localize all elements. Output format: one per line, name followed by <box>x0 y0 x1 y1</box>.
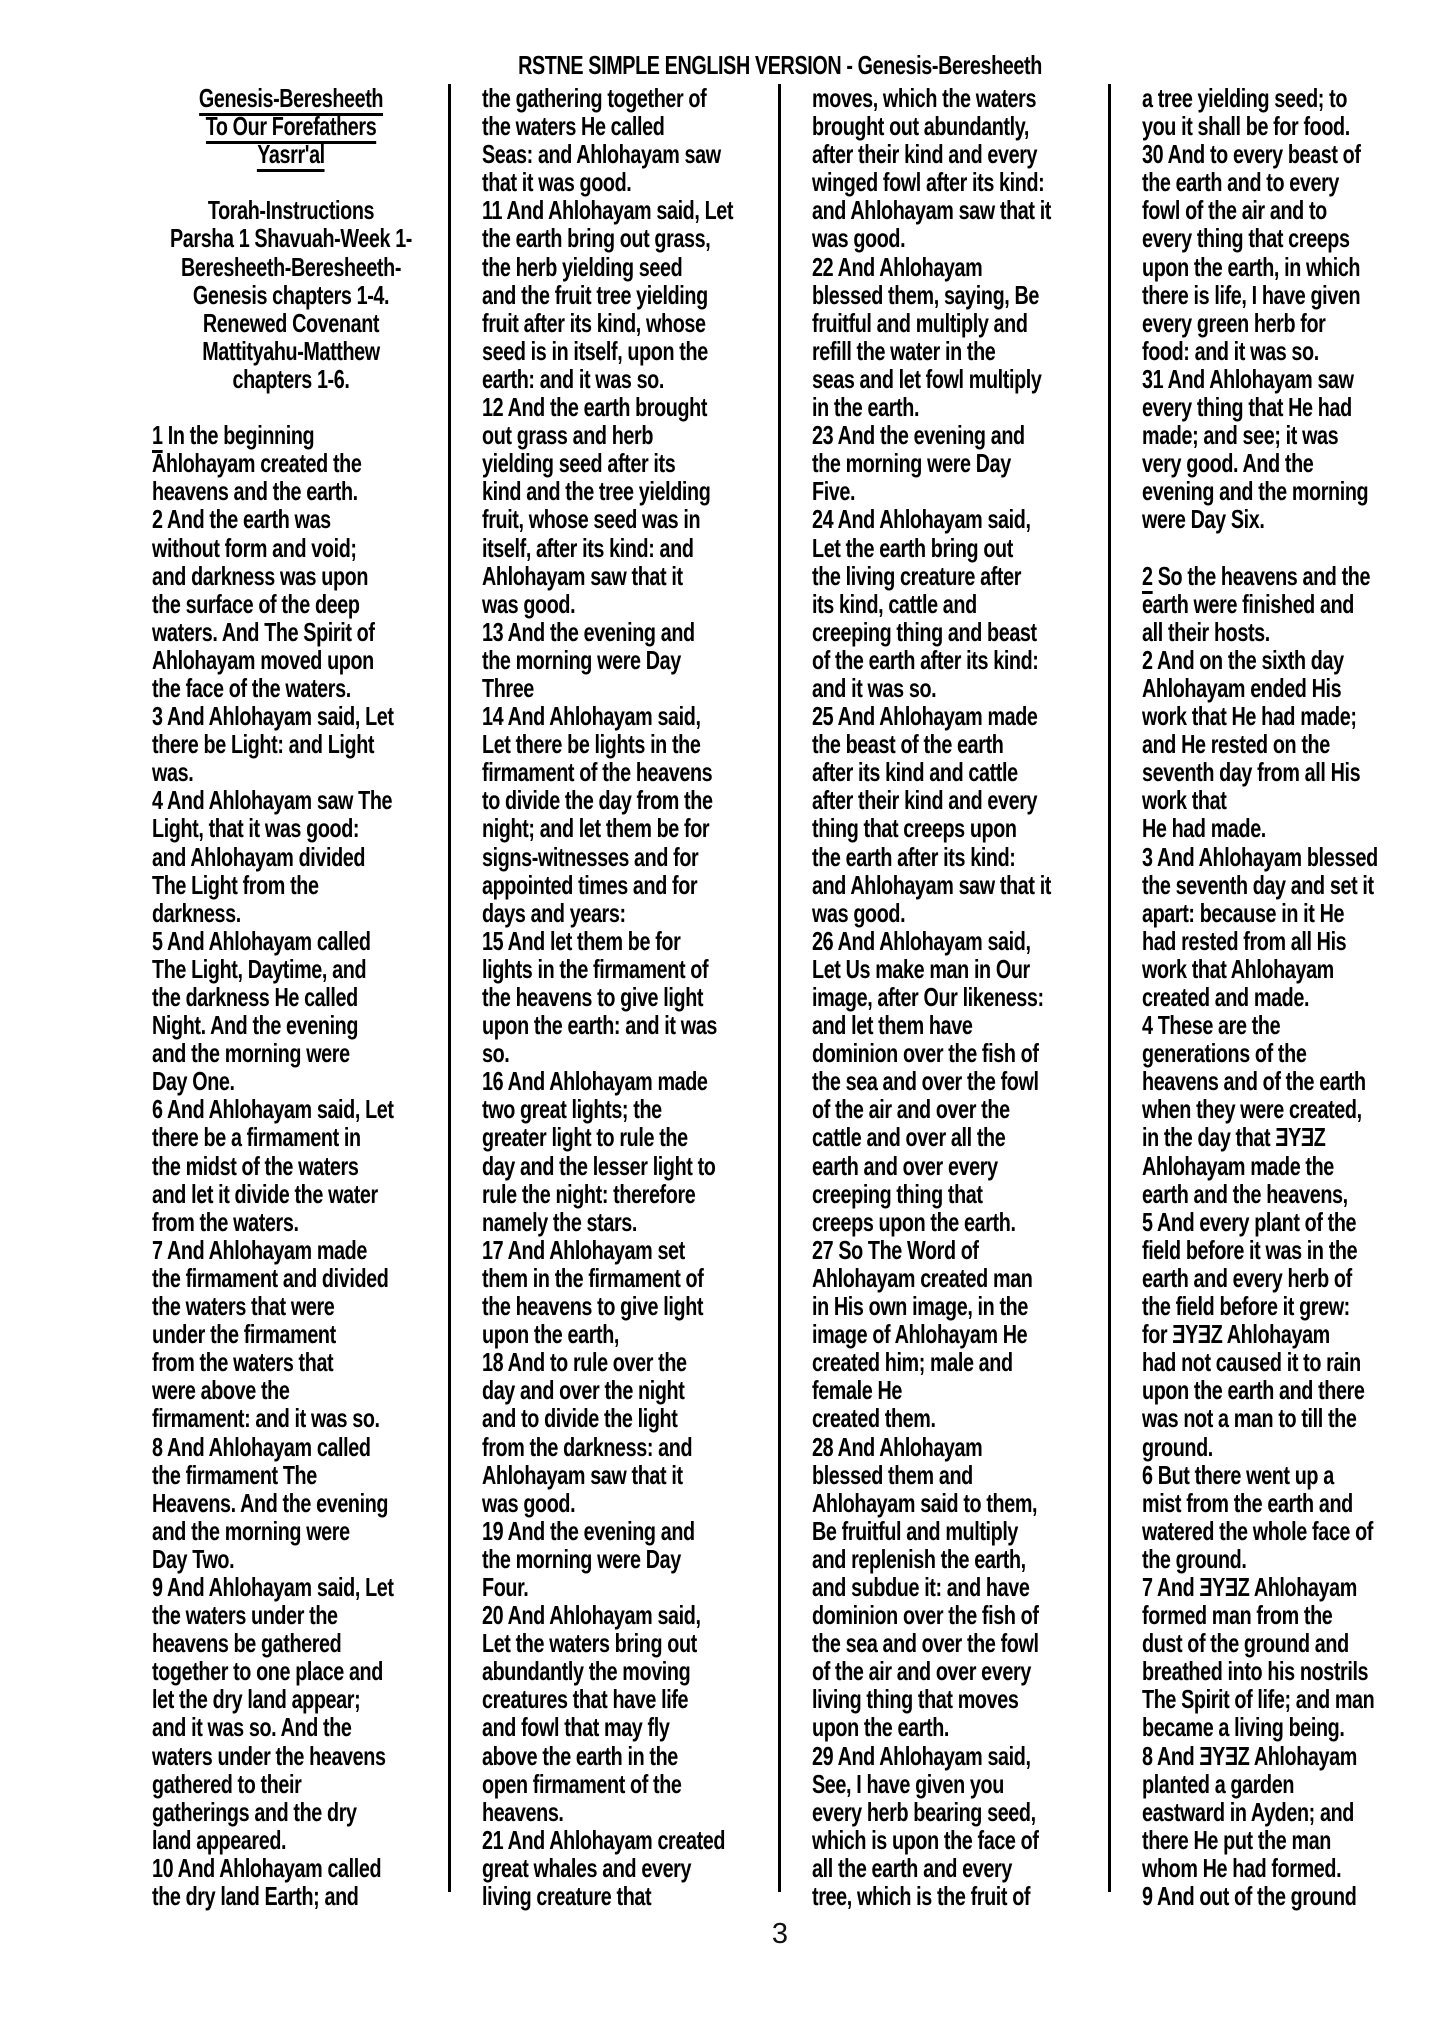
text-line: 6 But there went up a <box>1142 1459 1334 1490</box>
text-line: and the fruit tree yielding <box>482 279 708 310</box>
text-line: a tree yielding seed; to <box>1142 83 1348 113</box>
text-line: the herb yielding seed <box>482 251 683 282</box>
text-line: the waters under the <box>152 1600 338 1631</box>
text-line: and let it divide the water <box>152 1178 378 1209</box>
text-line: cattle and over all the <box>812 1122 1006 1153</box>
text-line: work that He had made; <box>1142 701 1357 732</box>
text-line: Ahlohayam ended His <box>1142 672 1342 703</box>
text-line: creeping thing and beast <box>812 616 1037 647</box>
text-line: the morning were Day <box>482 644 681 675</box>
text-line: moves, which the waters <box>812 83 1037 113</box>
text-line: chapters 1-6. <box>232 363 350 394</box>
text-line: Five. <box>812 476 856 507</box>
text-line: which is upon the face of <box>812 1824 1039 1855</box>
text-line: the waters that were <box>152 1291 335 1322</box>
text-line: very good. And the <box>1142 448 1314 479</box>
text-line: the surface of the deep <box>152 588 360 619</box>
text-line: yielding seed after its <box>482 448 676 479</box>
text-line: image of Ahlohayam He <box>812 1319 1028 1350</box>
text-line: 10 And Ahlohayam called <box>152 1852 382 1883</box>
text-line: seed is in itself, upon the <box>482 335 708 366</box>
text-line: two great lights; the <box>482 1094 662 1125</box>
text-line: Ahlohayam made the <box>1142 1150 1334 1181</box>
text-line: was good. <box>482 588 576 619</box>
text-line: 25 And Ahlohayam made <box>812 701 1038 732</box>
text-line: was. <box>152 757 194 788</box>
text-line: fowl of the air and to <box>1142 195 1327 226</box>
text-line: was good. <box>812 223 906 254</box>
text-line: rule the night: therefore <box>482 1178 696 1209</box>
text-line: The Light from the <box>152 869 319 900</box>
text-line: had rested from all His <box>1142 925 1347 956</box>
text-line: and let them have <box>812 1010 973 1041</box>
text-line: and it was so. <box>812 672 937 703</box>
text-line: Torah-Instructions <box>207 195 375 226</box>
text-line: and Ahlohayam saw that it <box>812 195 1052 226</box>
text-line: in His own image, in the <box>812 1291 1028 1322</box>
text-line: and replenish the earth, <box>812 1543 1026 1574</box>
text-line: Let the waters bring out <box>482 1628 697 1659</box>
text-line: from the darkness: and <box>482 1431 693 1462</box>
text-line: and Ahlohayam saw that it <box>812 869 1052 900</box>
text-line: and Ahlohayam divided <box>152 841 366 872</box>
text-line: and the morning were <box>152 1515 350 1546</box>
text-line: made; and see; it was <box>1142 420 1339 451</box>
text-line: the morning were Day <box>812 448 1011 479</box>
text-line: firmament of the heavens <box>482 757 713 788</box>
text-line: thing that creeps upon <box>812 813 1017 844</box>
text-line: every thing that creeps <box>1142 223 1350 254</box>
text-line: of the earth after its kind: <box>812 644 1039 675</box>
text-line: 8 And ƎYƎZ Ahlohayam <box>1142 1740 1357 1771</box>
text-line: living thing that moves <box>812 1684 1019 1715</box>
text-line: fruit, whose seed was in <box>482 504 701 535</box>
text-line: waters under the heavens <box>152 1740 386 1771</box>
text-line: Beresheeth-Beresheeth- <box>180 251 402 282</box>
text-line: upon the earth: and it was <box>482 1010 717 1041</box>
text-line: namely the stars. <box>482 1206 637 1237</box>
text-line: Heavens. And the evening <box>152 1487 389 1518</box>
text-line: after their kind and every <box>812 139 1038 170</box>
text-line: were Day Six. <box>1142 504 1265 535</box>
text-line: day and the lesser light to <box>482 1150 716 1181</box>
text-line: formed man from the <box>1142 1600 1333 1631</box>
text-line: 5 And every plant of the <box>1142 1206 1357 1237</box>
text-line: became a living being. <box>1142 1712 1345 1743</box>
text-line: See, I have given you <box>812 1768 1004 1799</box>
text-line: after their kind and every <box>812 785 1038 816</box>
text-line: The Light, Daytime, and <box>152 953 367 984</box>
text-line: fruitful and multiply and <box>812 307 1028 338</box>
text-line: 29 And Ahlohayam said, <box>812 1740 1031 1771</box>
text-line: food: and it was so. <box>1142 335 1319 366</box>
text-line <box>152 84 430 112</box>
text-line: Four. <box>482 1571 529 1602</box>
text-line: of the air and over every <box>812 1656 1031 1687</box>
text-line: Parsha 1 Shavuah-Week 1- <box>169 223 413 254</box>
text-line: ground. <box>1142 1431 1213 1462</box>
text-line: seventh day from all His <box>1142 757 1361 788</box>
text-line: its kind, cattle and <box>812 588 977 619</box>
underlined-heading-text: Genesis-Beresheeth <box>199 83 383 116</box>
text-line: 2 So the heavens and the <box>1142 562 1420 590</box>
text-line: heavens. <box>482 1796 564 1827</box>
text-line: 28 And Ahlohayam <box>812 1431 983 1462</box>
text-line: 23 And the evening and <box>812 420 1025 451</box>
text-line: there be a firmament in <box>152 1122 361 1153</box>
text-line: lights in the firmament of <box>482 953 709 984</box>
text-line: there be Light: and Light <box>152 729 375 760</box>
text-line: 3 And Ahlohayam blessed <box>1142 841 1378 872</box>
text-line: 4 And Ahlohayam saw The <box>152 785 393 816</box>
text-line: dominion over the fish of <box>812 1038 1039 1069</box>
text-line: the morning were Day <box>482 1543 681 1574</box>
text-line: 21 And Ahlohayam created <box>482 1824 726 1855</box>
text-line: work that <box>1142 785 1227 816</box>
text-line: signs-witnesses and for <box>482 841 699 872</box>
text-line: image, after Our likeness: <box>812 982 1044 1012</box>
text-line <box>1142 534 1420 562</box>
text-line: creatures that have life <box>482 1684 689 1715</box>
text-line: the ground. <box>1142 1543 1247 1574</box>
text-line: every herb bearing seed, <box>812 1796 1036 1827</box>
text-line: Ahlohayam said to them, <box>812 1487 1038 1518</box>
text-line: the gathering together of <box>482 83 707 113</box>
text-line: earth and over every <box>812 1150 998 1181</box>
text-line: the living creature after <box>812 560 1022 591</box>
text-line: so. <box>482 1038 510 1069</box>
text-line: creeping thing that <box>812 1178 983 1209</box>
text-line: dust of the ground and <box>1142 1628 1349 1659</box>
text-line: Night. And the evening <box>152 1010 359 1041</box>
text-line: and to divide the light <box>482 1403 678 1434</box>
text-line: of the air and over the <box>812 1094 1010 1125</box>
text-line: itself, after its kind: and <box>482 532 694 563</box>
text-line: 19 And the evening and <box>482 1515 695 1546</box>
text-line: 2 And the earth was <box>152 504 331 535</box>
text-line: and darkness was upon <box>152 560 369 591</box>
text-line: heavens and of the earth <box>1142 1066 1366 1097</box>
text-line: 15 And let them be for <box>482 925 681 956</box>
text-line: eastward in Ayden; and <box>1142 1796 1354 1827</box>
text-line: He had made. <box>1142 813 1266 844</box>
text-line: earth and the heavens, <box>1142 1178 1348 1209</box>
text-line: Light, that it was good: <box>152 813 360 844</box>
text-line: 4 These are the <box>1142 1010 1281 1041</box>
text-line: upon the earth, <box>482 1319 620 1350</box>
text-line: 7 And Ahlohayam made <box>152 1234 367 1265</box>
text-line: all their hosts. <box>1142 616 1270 647</box>
text-line: upon the earth, in which <box>1142 251 1361 282</box>
text-line: the dry land Earth; and <box>152 1881 359 1911</box>
text-line: The Spirit of life; and man <box>1142 1684 1375 1715</box>
text-line: 18 And to rule over the <box>482 1347 687 1378</box>
text-line: above the earth in the <box>482 1740 678 1771</box>
text-column-2 <box>470 84 760 1910</box>
text-line: every green herb for <box>1142 307 1326 338</box>
text-line: 24 And Ahlohayam said, <box>812 504 1031 535</box>
text-line: 14 And Ahlohayam said, <box>482 701 701 732</box>
text-line: great whales and every <box>482 1852 692 1883</box>
text-line: generations of the <box>1142 1038 1307 1069</box>
page-header <box>140 50 1420 81</box>
text-line: from the waters that <box>152 1347 334 1378</box>
text-line: was not a man to till the <box>1142 1403 1357 1434</box>
text-line: 9 And out of the ground <box>1142 1881 1357 1911</box>
text-line <box>152 140 430 168</box>
text-line: the heavens to give light <box>482 1291 704 1322</box>
text-line: watered the whole face of <box>1142 1515 1373 1546</box>
text-line: and He rested on the <box>1142 729 1330 760</box>
text-line: whom He had formed. <box>1142 1852 1342 1883</box>
text-line: night; and let them be for <box>482 813 710 844</box>
text-line: tree, which is the fruit of <box>812 1881 1031 1911</box>
text-line: blessed them and <box>812 1459 973 1490</box>
text-line: Ahlohayam created the <box>152 448 362 479</box>
underlined-verse-number: 2 <box>1142 561 1153 594</box>
text-line: darkness. <box>152 897 241 928</box>
text-line: 27 So The Word of <box>812 1234 979 1265</box>
text-line: refill the water in the <box>812 335 996 366</box>
text-line: kind and the tree yielding <box>482 476 711 507</box>
text-column-3 <box>800 84 1090 1910</box>
text-line: after its kind and cattle <box>812 757 1018 788</box>
text-line: the waters He called <box>482 111 665 142</box>
text-line: the earth after its kind: <box>812 841 1016 872</box>
page-number: 3 <box>771 1918 789 1950</box>
text-line: waters. And The Spirit of <box>152 616 375 647</box>
text-line: fruit after its kind, whose <box>482 307 706 338</box>
text-line: work that Ahlohayam <box>1142 953 1334 984</box>
text-line: to divide the day from the <box>482 785 713 816</box>
text-line: seas and let fowl multiply <box>812 363 1042 394</box>
text-line: Ahlohayam saw that it <box>482 560 683 591</box>
text-line: the sea and over the fowl <box>812 1628 1039 1659</box>
text-line: 30 And to every beast of <box>1142 139 1361 170</box>
text-columns <box>140 84 1420 1910</box>
text-line: in the earth. <box>812 392 920 423</box>
text-line: 8 And Ahlohayam called <box>152 1431 371 1462</box>
text-line: there is life, I have given <box>1142 279 1361 310</box>
text-line: earth and every herb of <box>1142 1262 1352 1293</box>
page-header-title: RSTNE SIMPLE ENGLISH VERSION - Genesis-Beresheeth <box>518 50 1042 80</box>
text-line: 9 And Ahlohayam said, Let <box>152 1571 394 1602</box>
text-line: 7 And ƎYƎZ Ahlohayam <box>1142 1571 1357 1602</box>
text-line: mist from the earth and <box>1142 1487 1353 1518</box>
text-line: the field before it grew: <box>1142 1291 1350 1322</box>
text-line: was good. <box>812 897 906 928</box>
text-line: Genesis chapters 1-4. <box>192 279 390 310</box>
text-line: Ahlohayam created man <box>812 1262 1033 1293</box>
text-line: for ƎYƎZ Ahlohayam <box>1142 1319 1330 1350</box>
text-line: field before it was in the <box>1142 1234 1358 1265</box>
text-line: had not caused it to rain <box>1142 1347 1361 1378</box>
text-line <box>152 112 430 140</box>
text-line: when they were created, <box>1142 1094 1362 1125</box>
text-line: 3 And Ahlohayam said, Let <box>152 701 394 732</box>
text-line: 20 And Ahlohayam said, <box>482 1600 701 1631</box>
text-line: and fowl that may fly <box>482 1712 670 1743</box>
text-line: 6 And Ahlohayam said, Let <box>152 1094 394 1125</box>
text-line: you it shall be for food. <box>1142 111 1350 142</box>
text-line: 31 And Ahlohayam saw <box>1142 363 1354 394</box>
text-line: upon the earth and there <box>1142 1375 1365 1406</box>
text-line: together to one place and <box>152 1656 383 1687</box>
text-line: greater light to rule the <box>482 1122 688 1153</box>
text-line: appointed times and for <box>482 869 698 900</box>
text-line: created him; male and <box>812 1347 1013 1378</box>
text-line: land appeared. <box>152 1824 287 1855</box>
text-line: in the day that ƎYƎZ <box>1142 1122 1326 1153</box>
text-line: from the waters. <box>152 1206 299 1237</box>
text-line: living creature that <box>482 1881 652 1911</box>
text-line: Let there be lights in the <box>482 729 701 760</box>
text-line: the beast of the earth <box>812 729 1004 760</box>
text-line: female He <box>812 1375 902 1406</box>
text-line: the darkness He called <box>152 982 358 1012</box>
text-line: and the morning were <box>152 1038 350 1069</box>
text-line: Renewed Covenant <box>202 307 380 338</box>
text-line: the seventh day and set it <box>1142 869 1374 900</box>
text-line: 22 And Ahlohayam <box>812 251 983 282</box>
text-line: earth were finished and <box>1142 588 1354 619</box>
text-line: heavens and the earth. <box>152 476 358 507</box>
text-line: without form and void; <box>152 532 357 563</box>
text-line: 1 In the beginning <box>152 421 430 449</box>
text-line <box>152 168 430 196</box>
text-line: Day Two. <box>152 1543 235 1574</box>
text-line: let the dry land appear; <box>152 1684 361 1715</box>
text-line: 16 And Ahlohayam made <box>482 1066 708 1097</box>
text-line: out grass and herb <box>482 420 654 451</box>
text-line: upon the earth. <box>812 1712 950 1743</box>
text-column-4 <box>1130 84 1420 1910</box>
text-line: and it was so. And the <box>152 1712 352 1743</box>
text-line: Let the earth bring out <box>812 532 1013 563</box>
text-line: Let Us make man in Our <box>812 953 1030 984</box>
text-line: 11 And Ahlohayam said, Let <box>482 195 734 226</box>
text-line: Be fruitful and multiply <box>812 1515 1019 1546</box>
text-line: open firmament of the <box>482 1768 682 1799</box>
text-line: the midst of the waters <box>152 1150 359 1181</box>
text-line: there He put the man <box>1142 1824 1331 1855</box>
text-line: evening and the morning <box>1142 476 1369 507</box>
text-line: planted a garden <box>1142 1768 1295 1799</box>
underlined-heading-text: To Our Forefathers <box>206 111 377 144</box>
text-line: was good. <box>482 1487 576 1518</box>
text-line: were above the <box>152 1375 290 1406</box>
text-line: created and made. <box>1142 982 1310 1012</box>
text-line: the heavens to give light <box>482 982 704 1012</box>
text-line: that it was good. <box>482 167 632 198</box>
text-line: blessed them, saying, Be <box>812 279 1039 310</box>
text-line: 26 And Ahlohayam said, <box>812 925 1031 956</box>
text-line: creeps upon the earth. <box>812 1206 1016 1237</box>
text-line: Ahlohayam moved upon <box>152 644 374 675</box>
text-line: them in the firmament of <box>482 1262 704 1293</box>
text-line: the sea and over the fowl <box>812 1066 1039 1097</box>
text-line: 12 And the earth brought <box>482 392 708 423</box>
text-line: the firmament The <box>152 1459 317 1490</box>
text-line: and subdue it: and have <box>812 1571 1030 1602</box>
text-line: the firmament and divided <box>152 1262 389 1293</box>
text-line: days and years: <box>482 897 626 928</box>
text-line: Day One. <box>152 1066 235 1097</box>
text-line: gatherings and the dry <box>152 1796 357 1827</box>
text-line: Ahlohayam saw that it <box>482 1459 683 1490</box>
text-line: gathered to their <box>152 1768 302 1799</box>
text-line: earth: and it was so. <box>482 363 664 394</box>
text-line: heavens be gathered <box>152 1628 342 1659</box>
text-line: breathed into his nostrils <box>1142 1656 1369 1687</box>
text-line: the face of the waters. <box>152 672 351 703</box>
text-line: under the firmament <box>152 1319 336 1350</box>
text-line: 2 And on the sixth day <box>1142 644 1344 675</box>
text-line: 5 And Ahlohayam called <box>152 925 371 956</box>
text-line: winged fowl after its kind: <box>812 167 1045 198</box>
text-line: abundantly the moving <box>482 1656 691 1687</box>
text-line: firmament: and it was so. <box>152 1403 380 1434</box>
underlined-heading-text: Yasrr'al <box>257 139 325 172</box>
text-line: Mattityahu-Matthew <box>202 335 380 366</box>
text-line: 13 And the evening and <box>482 616 695 647</box>
text-line: all the earth and every <box>812 1852 1012 1883</box>
text-line <box>152 393 430 421</box>
text-line: 17 And Ahlohayam set <box>482 1234 685 1265</box>
text-line: every thing that He had <box>1142 392 1352 423</box>
underlined-verse-number: 1 <box>152 420 163 453</box>
text-line: Seas: and Ahlohayam saw <box>482 139 721 170</box>
text-line: apart: because in it He <box>1142 897 1345 928</box>
text-line: the earth bring out grass, <box>482 223 711 254</box>
text-line: created them. <box>812 1403 936 1434</box>
text-line: the earth and to every <box>1142 167 1339 198</box>
text-line: Three <box>482 672 534 703</box>
text-line: dominion over the fish of <box>812 1600 1039 1631</box>
text-column-1 <box>140 84 430 1910</box>
text-line: day and over the night <box>482 1375 685 1406</box>
text-line: brought out abundantly, <box>812 111 1030 142</box>
